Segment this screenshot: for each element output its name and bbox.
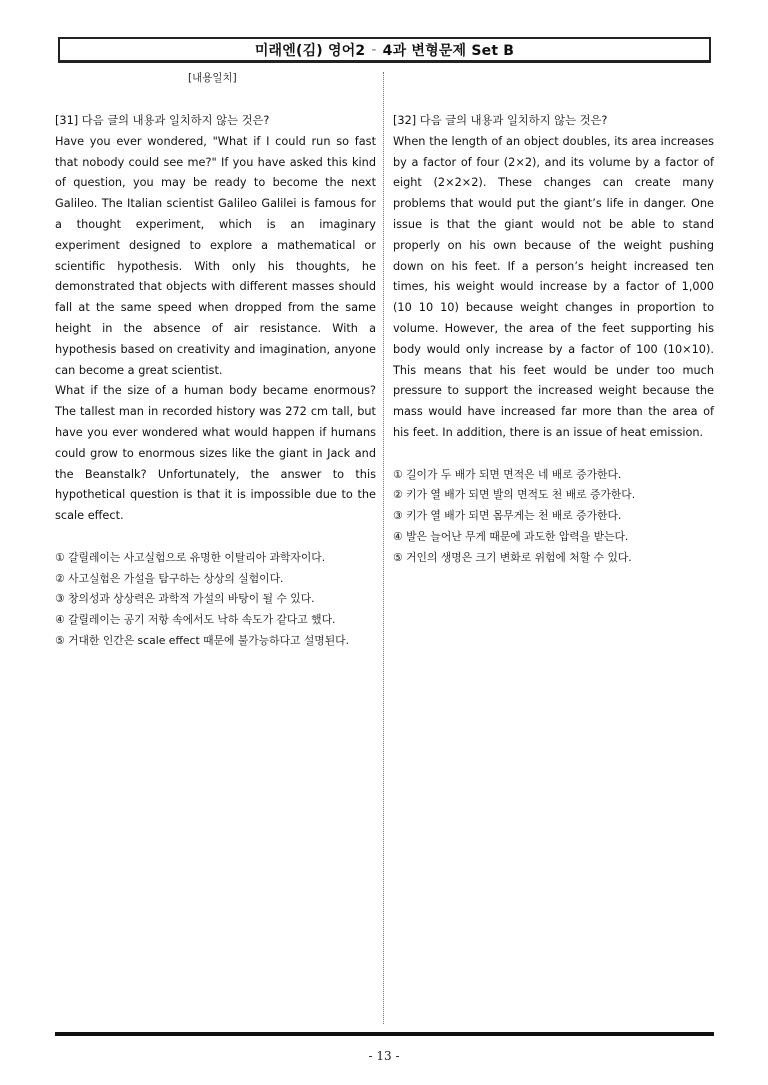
question-31-choices — [55, 548, 376, 652]
question-31-passage-2: What if the size of a human body became enormous? The tallest man in recorded history was 272 cm tall, but have you ever wondered what would happen if humans could grow to enormous sizes like the giant in Jack and the Beanstalk? Unfortunately, the answer to this hypothetical question is that it is impossible due to the scale effect. — [55, 384, 376, 523]
choice-item: ② 키가 열 배가 되면 발의 면적도 천 배로 증가한다. — [393, 488, 636, 502]
choice-item: ⑤ 거인의 생명은 크기 변화로 위험에 처할 수 있다. — [393, 550, 632, 564]
choice-item: ① 갈릴레이는 사고실험으로 유명한 이탈리아 과학자이다. — [55, 550, 326, 564]
question-32 — [393, 111, 714, 569]
question-32-prompt: [32] 다음 글의 내용과 일치하지 않는 것은? — [393, 114, 608, 127]
choice-item: ④ 발은 늘어난 무게 때문에 과도한 압력을 받는다. — [393, 529, 629, 543]
choice-item: ② 사고실험은 가설을 탐구하는 상상의 실험이다. — [55, 571, 284, 585]
page-number: - 13 - — [368, 1049, 400, 1063]
choice-item: ④ 갈릴레이는 공기 저항 속에서도 낙하 속도가 같다고 했다. — [55, 613, 336, 627]
section-label: [내용일치] — [188, 72, 237, 84]
choice-item: ③ 창의성과 상상력은 과학적 가설의 바탕이 될 수 있다. — [55, 592, 315, 606]
page-title — [58, 37, 711, 63]
choice-item: ① 길이가 두 배가 되면 면적은 네 배로 증가한다. — [393, 467, 622, 481]
question-31-prompt: [31] 다음 글의 내용과 일치하지 않는 것은? — [55, 114, 270, 127]
question-31 — [55, 111, 376, 652]
question-32-passage-1: When the length of an object doubles, its area increases by a factor of four (2×2), and its volume by a factor of eight (2×2×2). These changes can create many problems that would put the giant’s life in danger. One issue is that the giant would not be able to stand properly on his own because of the weight pushing down on his feet. If a person’s height increased ten times, his weight would increase by a factor of 1,000 (10 10 10) because weight changes in proportion to volume. However, the area of the feet supporting his body would only increase by a factor of 100 (10×10). This means that his feet would be under too much pressure to support the increased weight because the mass would have increased far more than the area of his feet. In addition, there is an issue of heat emission. — [393, 134, 714, 439]
footer-rule — [55, 1032, 714, 1036]
title-left: 미래엔(김) 영어2 — [254, 42, 366, 59]
choice-item: ③ 키가 열 배가 되면 몸무게는 천 배로 증가한다. — [393, 509, 622, 523]
choice-item: ⑤ 거대한 인간은 scale effect 때문에 불가능하다고 설명된다. — [55, 633, 350, 647]
title-separator: - — [371, 41, 377, 58]
question-32-choices — [393, 465, 714, 569]
title-right: 4과 변형문제 Set B — [382, 42, 515, 59]
column-divider — [383, 72, 384, 1024]
question-31-passage-1: Have you ever wondered, "What if I could run so fast that nobody could see me?" If you have asked this kind of question, you may be ready to become the next Galileo. The Italian scientist Galileo Galilei is famous for a thought experiment, which is an imaginary experiment designed to explore a mathematical or scientific hypothesis. With only his thoughts, he demonstrated that objects with different masses should fall at the same speed when dropped from the same height in the absence of air resistance. With a hypothesis based on creativity and imagination, anyone can become a great scientist. — [55, 134, 376, 377]
